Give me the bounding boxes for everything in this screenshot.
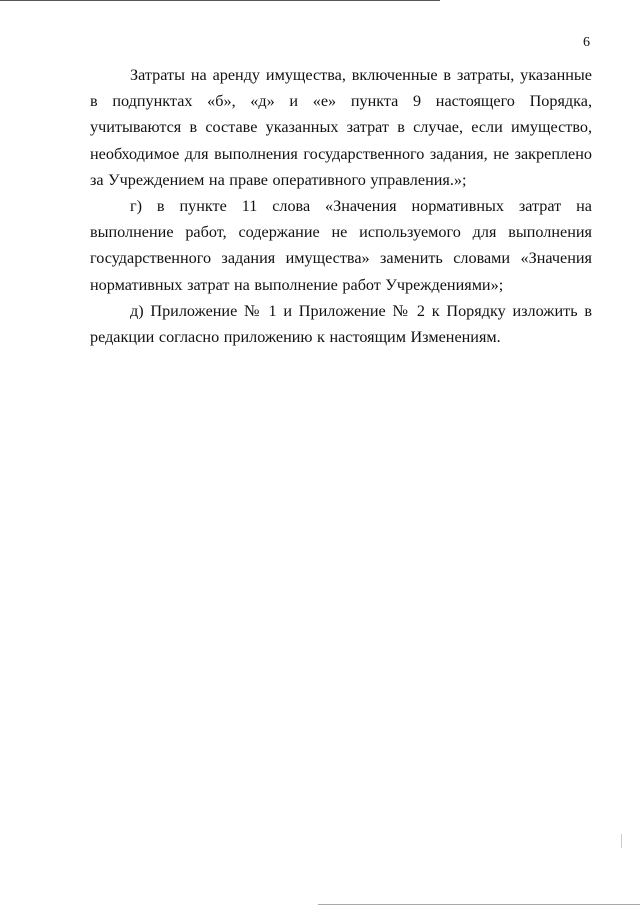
top-scan-edge (0, 0, 440, 1)
paragraph-item-g: г) в пункте 11 слова «Значения нормативных затрат на выполнение работ, содержание не используемого для выполнения государственного задания имущества» заменить словами «Значения нормативных затрат на выполнение работ Учреждениями»; (90, 197, 597, 294)
document-body (90, 62, 597, 350)
scan-artifact (621, 834, 622, 848)
paragraph-item-d: д) Приложение № 1 и Приложение № 2 к Порядку изложить в редакции согласно приложению к настоящим Изменениям. (90, 301, 597, 347)
paragraph-rental-costs: Затраты на аренду имущества, включенные в затраты, указанные в подпунктах «б», «д» и «е» пункта 9 настоящего Порядка, учитываются в составе указанных затрат в случае, если имущество, необходимое для выполнения государственного задания, не закреплено за Учреждением на праве оперативного управления.»; (90, 66, 597, 189)
page-number: 6 (583, 35, 590, 50)
